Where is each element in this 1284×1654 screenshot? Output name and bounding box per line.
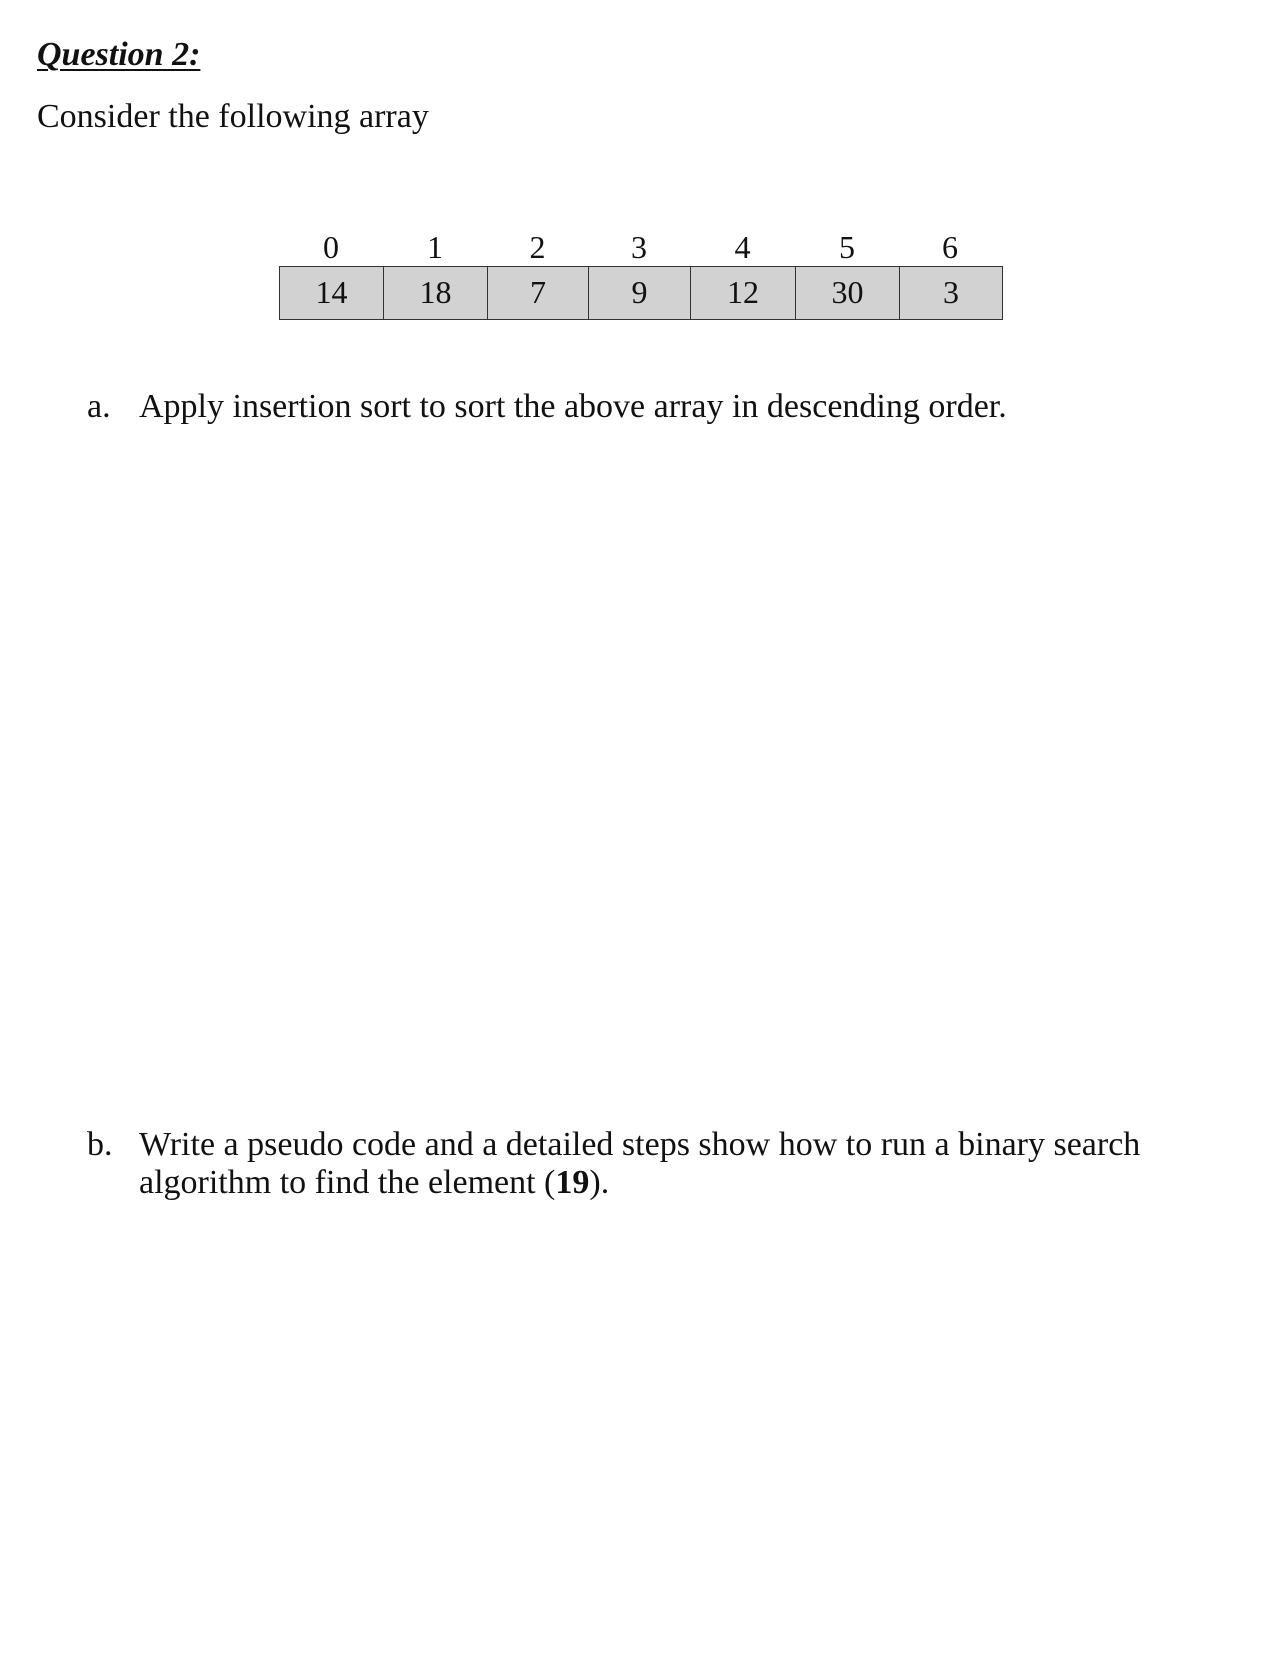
array-value: 18	[384, 267, 488, 319]
array-value-row	[279, 266, 1003, 320]
array-value: 30	[796, 267, 900, 319]
question-title: Question 2:	[37, 36, 201, 73]
part-a-text: Apply insertion sort to sort the above array in descending order.	[139, 388, 1007, 425]
array-value: 12	[691, 267, 796, 319]
array-index: 4	[734, 229, 751, 265]
array-value: 14	[280, 267, 384, 319]
array-index: 0	[323, 229, 339, 265]
part-b-target: 19	[555, 1164, 590, 1201]
part-b-marker: b.	[87, 1126, 113, 1163]
array-index-row	[279, 228, 1003, 266]
array-index: 5	[839, 229, 855, 265]
part-a	[87, 388, 1239, 426]
array-value: 7	[488, 267, 589, 319]
array-value: 3	[943, 274, 959, 310]
part-b	[87, 1126, 1239, 1202]
part-b-text-after: ).	[589, 1164, 610, 1201]
array-index: 2	[529, 229, 546, 265]
array-index: 6	[942, 229, 958, 265]
array-value: 9	[589, 267, 691, 319]
array-index: 1	[427, 229, 443, 265]
array-table	[279, 228, 1003, 320]
part-a-marker: a.	[87, 388, 111, 425]
part-b-text-before: Write a pseudo code and a detailed steps show how to run a binary search algorithm to find the element (	[139, 1126, 1141, 1201]
array-index: 3	[631, 229, 647, 265]
question-intro: Consider the following array	[37, 98, 429, 135]
part-b-text	[139, 1126, 1239, 1202]
